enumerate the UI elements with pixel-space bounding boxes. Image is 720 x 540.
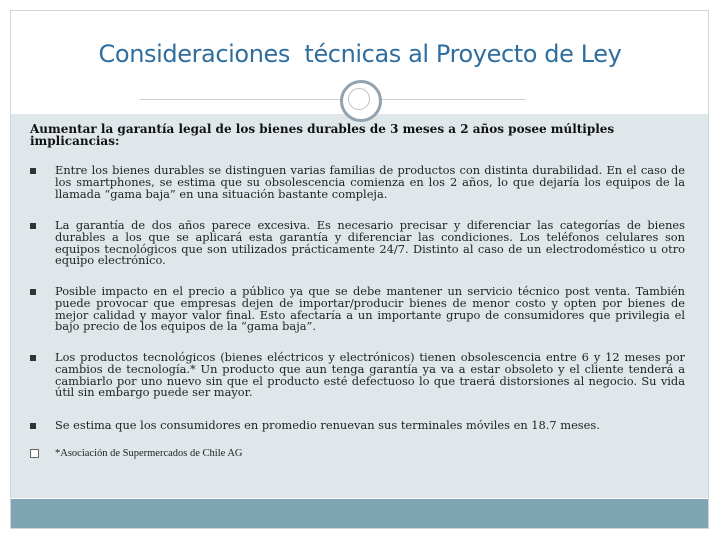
- bullet-text: Los productos tecnológicos (bienes eléctricos y electrónicos) tienen obsolescencia entre 6 y 12 meses por cambios de tecnología.* Un producto que aun tenga garantía ya va a estar obsoleto y el cliente tenderá a cambiarlo por uno nuevo sin que el producto esté defectuoso lo que traerá distorsiones al negocio. Su vida útil sin embargo puede ser mayor.: [55, 350, 685, 400]
- lead-text: Aumentar la garantía legal de los bienes durables de 3 meses a 2 años posee múltiples implicancias:: [30, 122, 615, 148]
- bullet-text: Entre los bienes durables se distinguen varias familias de productos con distinta durabilidad. En el caso de los smartphones, se estima que su obsolescencia comienza en los 2 años, lo que dejaría los equipos de la llamada “gama baja” en una situación bastante compleja.: [55, 163, 685, 201]
- square-bullet-icon: [30, 355, 36, 361]
- bullet-text: Se estima que los consumidores en promedio renuevan sus terminales móviles en 18.7 meses.: [55, 418, 600, 432]
- ring-ornament-icon: [340, 80, 382, 122]
- title-divider: [140, 99, 526, 100]
- square-bullet-icon: [30, 168, 36, 174]
- bullet-text: Posible impacto en el precio a público ya que se debe mantener un servicio técnico post venta. También puede provocar que empresas dejen de importar/producir bienes de menor costo y opten por bienes de mejor calidad y mayor valor final. Esto afectaría a un importante grupo de consumidores que privilegia el bajo precio de los equipos de la “gama baja”.: [55, 284, 685, 334]
- footnote-text: *Asociación de Supermercados de Chile AG: [55, 448, 243, 459]
- hollow-square-bullet-icon: [30, 449, 39, 458]
- slide-title: Consideraciones técnicas al Proyecto de Ley: [98, 40, 622, 68]
- footer-bar: [11, 499, 708, 528]
- square-bullet-icon: [30, 223, 36, 229]
- bullet-text: La garantía de dos años parece excesiva. Es necesario precisar y diferenciar las categorías de bienes durables a los que se aplicará esta garantía y diferenciar las condiciones. Los teléfonos celulares son equipos tecnológicos que son utilizados prácticamente 24/7. Distinto al caso de un electrodoméstico u otro equipo electrónico.: [55, 218, 685, 268]
- square-bullet-icon: [30, 289, 36, 295]
- square-bullet-icon: [30, 423, 36, 429]
